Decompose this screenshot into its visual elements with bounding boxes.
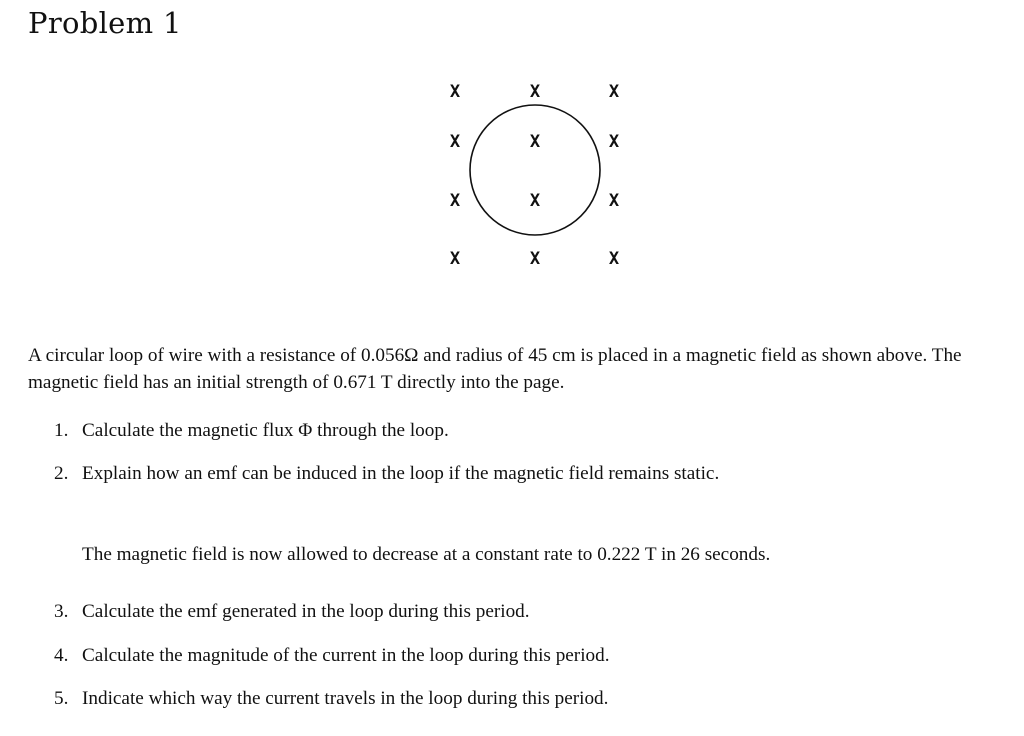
question-item (54, 687, 608, 711)
magnetic-field-diagram (430, 78, 640, 278)
field-into-page-icon: X (449, 249, 461, 269)
question-text: Calculate the magnetic flux Φ through the loop. (82, 420, 449, 441)
question-item (54, 462, 719, 486)
question-text: Calculate the emf generated in the loop during this period. (82, 601, 530, 622)
field-into-page-icon: X (608, 132, 620, 152)
field-into-page-icon: X (529, 249, 541, 269)
field-into-page-icon: X (449, 132, 461, 152)
question-item (54, 419, 449, 443)
field-into-page-icon: X (449, 191, 461, 211)
question-item (54, 644, 610, 668)
question-item (54, 600, 530, 624)
page-title: Problem 1 (28, 6, 182, 40)
question-number: 3. (54, 601, 69, 622)
field-into-page-icon: X (608, 82, 620, 102)
field-into-page-icon: X (529, 82, 541, 102)
field-into-page-icon: X (608, 249, 620, 269)
question-number: 5. (54, 688, 69, 709)
scenario-change-text: The magnetic field is now allowed to decrease at a constant rate to 0.222 T in 26 seconds. (82, 544, 771, 565)
question-number: 2. (54, 463, 69, 484)
question-number: 4. (54, 645, 69, 666)
wire-loop (470, 105, 600, 235)
loop-svg (430, 78, 640, 278)
field-into-page-icon: X (529, 191, 541, 211)
question-text: Explain how an emf can be induced in the loop if the magnetic field remains static. (82, 463, 720, 484)
question-text: Calculate the magnitude of the current in the loop during this period. (82, 645, 610, 666)
field-into-page-icon: X (529, 132, 541, 152)
field-into-page-icon: X (449, 82, 461, 102)
problem-description: A circular loop of wire with a resistance of 0.056Ω and radius of 45 cm is placed in a magnetic field as shown above. The magnetic field has an initial strength of 0.671 T directly into the page. (28, 345, 962, 393)
field-into-page-icon: X (608, 191, 620, 211)
question-number: 1. (54, 420, 69, 441)
question-text: Indicate which way the current travels in the loop during this period. (82, 688, 609, 709)
